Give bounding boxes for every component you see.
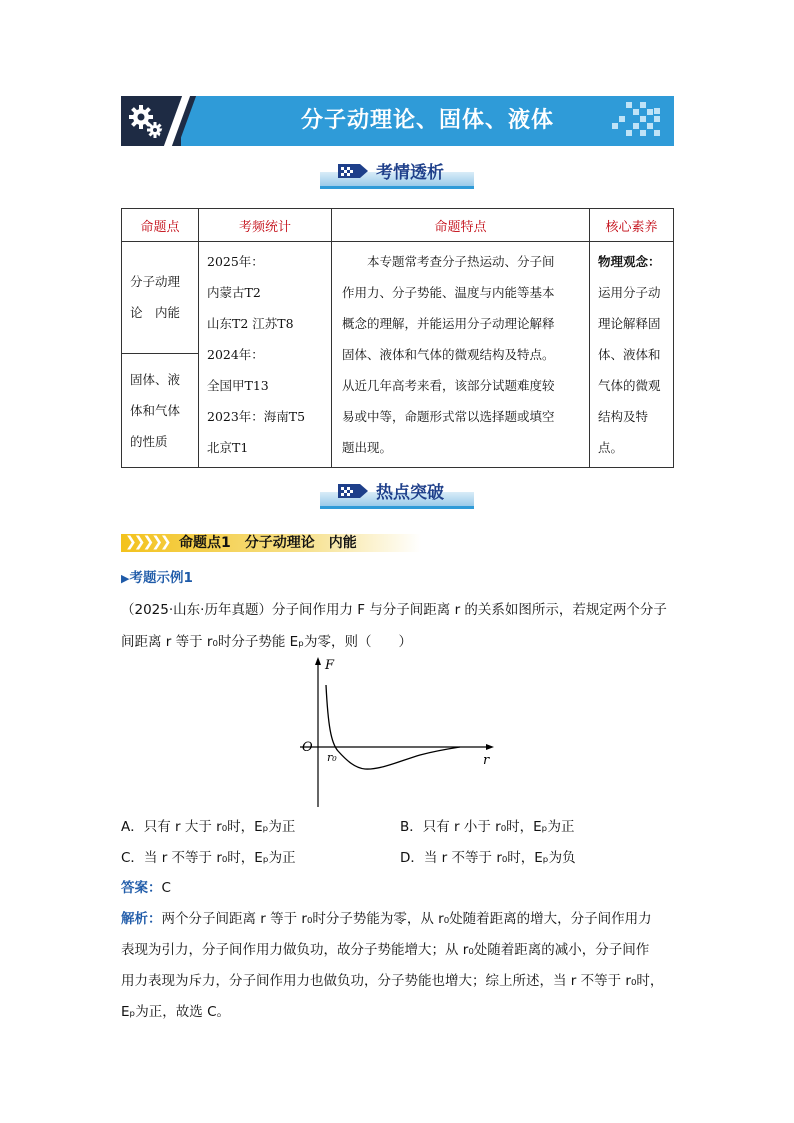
option-a[interactable]: A．只有 r 大于 r₀时，Eₚ为正: [121, 819, 296, 835]
table-cell-frequency: 2025年： 内蒙古T2 山东T2 江苏T8 2024年： 全国甲T13 2023年：海南T5 北京T1: [199, 242, 332, 468]
analysis-line-2: 表现为引力，分子间作用力做负功，故分子势能增大；从 r₀处随着距离的减小，分子间作: [121, 942, 650, 958]
title-banner: [121, 96, 674, 146]
exam-analysis-table: [121, 208, 674, 468]
arrow-icon: [338, 480, 374, 502]
chevron-decoration: ❯❯❯❯❯: [125, 534, 169, 550]
table-header: 核心素养: [590, 209, 674, 242]
option-c[interactable]: C．当 r 不等于 r₀时，Eₚ为正: [121, 850, 296, 866]
section-title: 考情透析: [376, 163, 444, 183]
topic-title: 命题点1 分子动理论 内能: [179, 535, 357, 551]
table-cell-point-2: 固体、液体和气体的性质: [122, 353, 199, 467]
table-header: 命题点: [122, 209, 199, 242]
question-line-2: 间距离 r 等于 r₀时分子势能 Eₚ为零，则（ ）: [121, 634, 412, 650]
topic-heading: [121, 528, 674, 554]
arrow-icon: [338, 160, 374, 182]
example-label: ▶考题示例1: [121, 570, 193, 586]
force-distance-graph: [295, 655, 500, 810]
y-axis-label: F: [325, 658, 335, 673]
section-title: 热点突破: [376, 483, 444, 503]
x-axis-label: r: [483, 753, 490, 768]
section-label-hot-topics: [320, 478, 480, 510]
analysis-line-3: 用力表现为斥力，分子间作用力也做负功，分子势能也增大；综上所述，当 r 不等于 r₀时，: [121, 973, 664, 989]
answer-value: C: [161, 880, 171, 896]
r0-label: r₀: [327, 751, 337, 764]
table-header: 命题特点: [332, 209, 590, 242]
analysis-line-1: 解析：两个分子间距离 r 等于 r₀时分子势能为零，从 r₀处随着距离的增大，分子间作用力: [121, 911, 652, 927]
table-header: 考频统计: [199, 209, 332, 242]
option-b[interactable]: B．只有 r 小于 r₀时，Eₚ为正: [400, 819, 575, 835]
answer-line: 答案：C: [121, 880, 171, 896]
table-cell-point-1: 分子动理论 内能: [122, 242, 199, 354]
option-d[interactable]: D．当 r 不等于 r₀时，Eₚ为负: [400, 850, 576, 866]
pixel-decoration-icon: [606, 100, 666, 142]
section-label-exam-analysis: [320, 158, 480, 190]
page-title: 分子动理论、固体、液体: [300, 108, 554, 133]
question-line-1: （2025·山东·历年真题）分子间作用力 F 与分子间距离 r 的关系如图所示，若规定两个分子: [121, 602, 667, 618]
table-cell-features: 本专题常考查分子热运动、分子间 作用力、分子势能、温度与内能等基本 概念的理解，并能运用分子动理论解释 固体、液体和气体的微观结构及特点。 从近几年高考来看，该部分试题难度较 易或中等，命题形式常以选择题或填空 题出现。: [332, 242, 590, 468]
play-icon: ▶: [121, 572, 130, 585]
analysis-line-4: Eₚ为正，故选 C。: [121, 1004, 231, 1020]
origin-label: O: [302, 740, 313, 755]
table-cell-core-literacy: 物理观念： 运用分子动 理论解释固 体、液体和 气体的微观 结构及特点。: [590, 242, 674, 468]
